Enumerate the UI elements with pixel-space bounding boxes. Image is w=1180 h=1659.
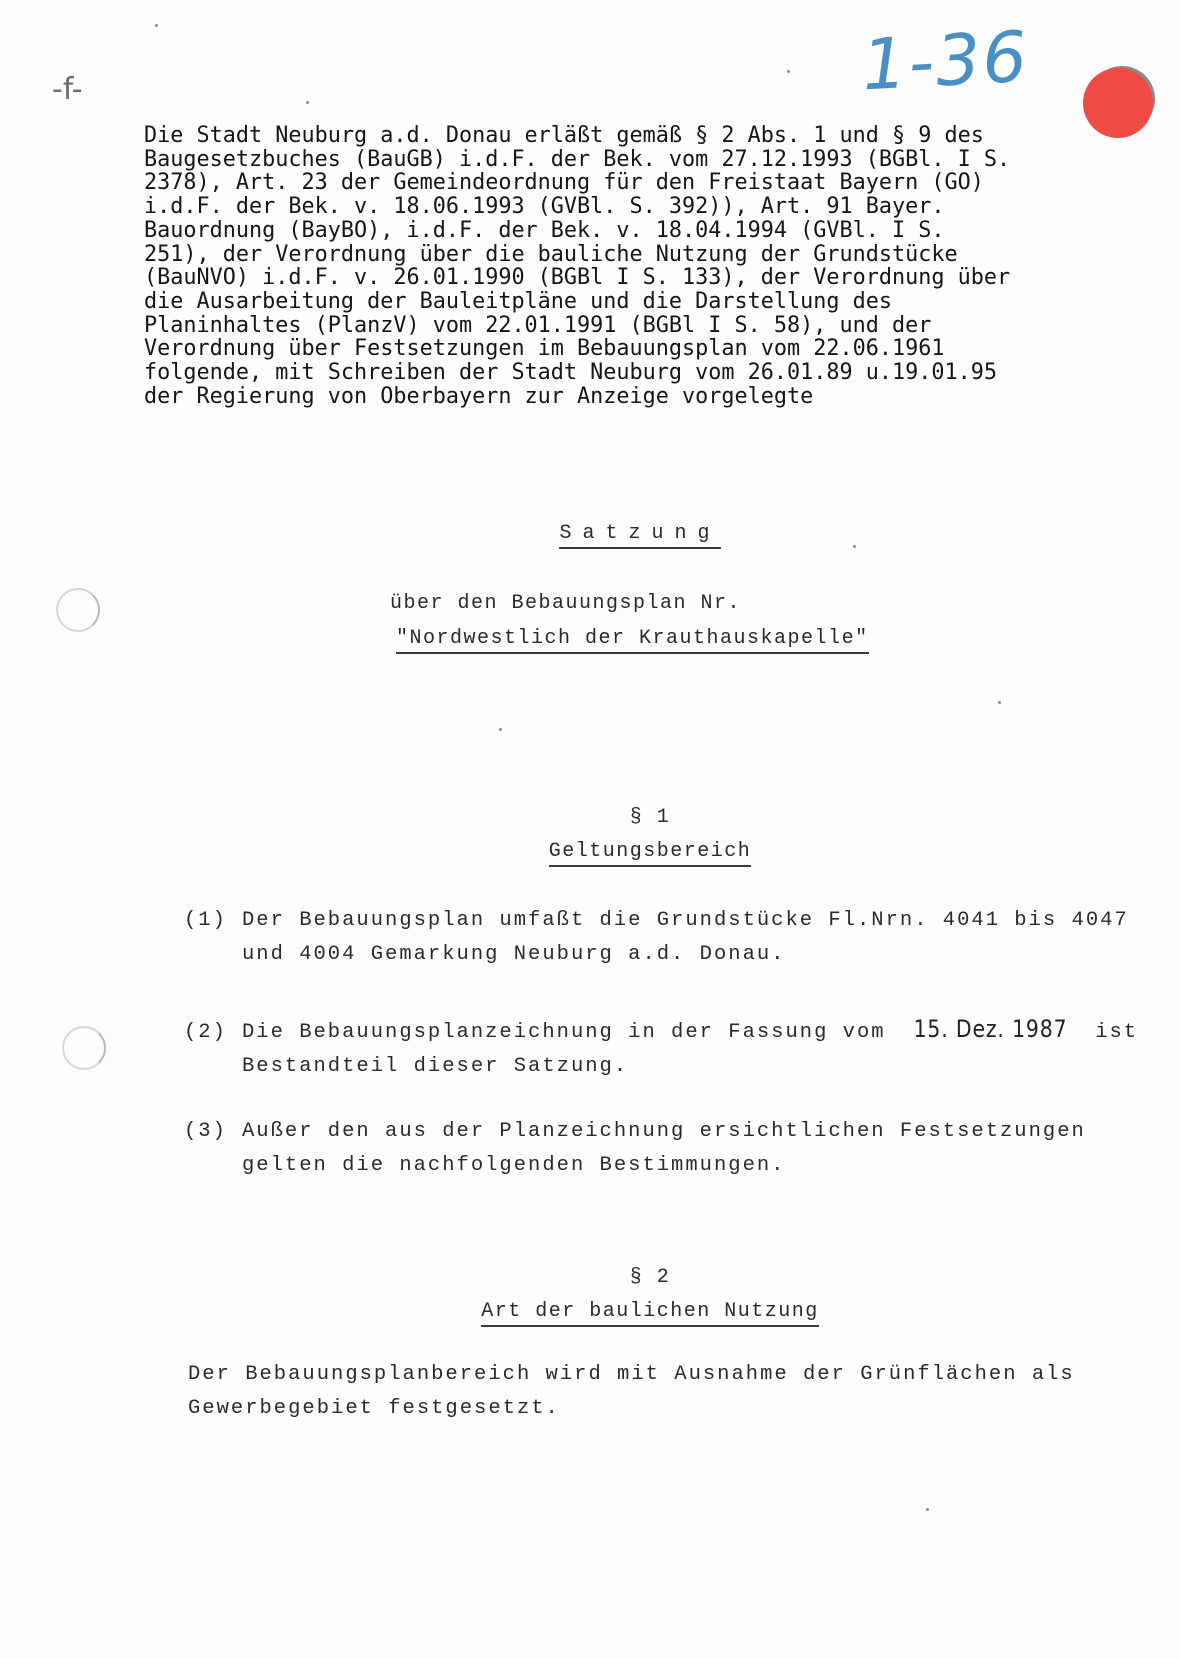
section-2-heading <box>470 1300 830 1323</box>
paragraph-line: Der Bebauungsplanbereich wird mit Ausnahme der Grünflächen als <box>188 1363 1075 1386</box>
plan-name-text: "Nordwestlich der Krauthauskapelle" <box>396 627 869 654</box>
punch-hole-top <box>56 588 100 632</box>
section-1-heading <box>530 840 770 863</box>
paper-speck <box>926 1508 929 1511</box>
section-2-paragraph <box>188 1358 1075 1426</box>
paper-speck <box>306 101 309 104</box>
section-1-heading-text: Geltungsbereich <box>549 840 752 867</box>
item-text-line: Bestandteil dieser Satzung. <box>242 1055 629 1078</box>
paper-speck <box>787 70 790 73</box>
section-1-item-1 <box>184 904 1129 972</box>
handwritten-date: 15. Dez. 1987 <box>913 1015 1068 1043</box>
paper-speck <box>853 545 856 548</box>
item-text-line: ist <box>1095 1021 1139 1044</box>
binder-mark: -f- <box>52 72 83 107</box>
section-1-item-2 <box>184 1012 1138 1084</box>
red-sticker-dot <box>1083 68 1153 138</box>
paper-speck <box>155 24 158 27</box>
item-text-line: gelten die nachfolgenden Bestimmungen. <box>242 1154 786 1177</box>
item-text-line: und 4004 Gemarkung Neuburg a.d. Donau. <box>242 943 786 966</box>
section-2-heading-text: Art der baulichen Nutzung <box>481 1300 819 1327</box>
item-text-line: Außer den aus der Planzeichnung ersichtlichen Festsetzungen <box>242 1120 1086 1143</box>
section-2-number: § 2 <box>629 1266 671 1289</box>
section-1-item-3 <box>184 1115 1086 1183</box>
item-text-line: Die Bebauungsplanzeichnung in der Fassung vom <box>242 1021 886 1044</box>
paper-speck <box>998 701 1001 704</box>
paragraph-line: Gewerbegebiet festgesetzt. <box>188 1397 560 1420</box>
item-number: (3) <box>184 1120 227 1143</box>
item-number: (1) <box>184 909 227 932</box>
punch-hole-bottom <box>62 1026 106 1070</box>
item-text-line: Der Bebauungsplan umfaßt die Grundstücke Fl.Nrn. 4041 bis 4047 <box>242 909 1129 932</box>
section-1-number: § 1 <box>629 806 671 829</box>
preamble-text: Die Stadt Neuburg a.d. Donau erläßt gemäß § 2 Abs. 1 und § 9 des Baugesetzbuches (BauGB) i.d.F. der Bek. vom 27.12.1993 (BGBl. I S. 2378), Art. 23 der Gemeindeordnung für den Freistaat Bayern (GO) i.d.F. der Bek. v. 18.06.1993 (GVBl. S. 392)), Art. 91 Bayer. Bauordnung (BayBO), i.d.F. der Bek. v. 18.04.1994 (GVBl. I S. 251), der Verordnung über die bauliche Nutzung der Grundstücke (BauNVO) i.d.F. v. 26.01.1990 (BGBl I S. 133), der Verordnung über die Ausarbeitung der Bauleitpläne und die Darstellung des Planinhaltes (PlanzV) vom 22.01.1991 (BGBl I S. 58), und der Verordnung über Festsetzungen im Bebauungsplan vom 22.06.1961 folgende, mit Schreiben der Stadt Neuburg vom 26.01.89 u.19.01.95 der Regierung von Oberbayern zur Anzeige vorgelegte <box>144 123 1011 409</box>
handwritten-reference-number: 1-36 <box>859 15 1031 107</box>
satzung-heading-text: Satzung <box>559 522 720 549</box>
plan-subtitle: über den Bebauungsplan Nr. <box>390 592 742 615</box>
plan-name <box>396 627 896 650</box>
item-number: (2) <box>184 1021 227 1044</box>
satzung-heading <box>545 522 735 545</box>
paper-speck <box>499 728 502 731</box>
